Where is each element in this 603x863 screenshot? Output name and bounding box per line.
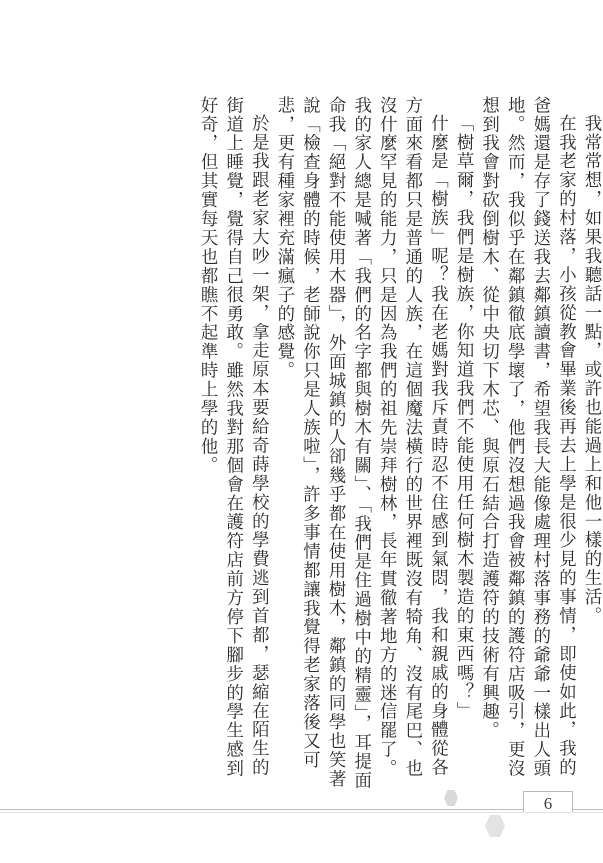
paragraph: 我常常想，如果我聽話一點，或許也能過上和他一樣的生活。 [581, 114, 601, 626]
hexagon-ornament-icon [485, 815, 505, 837]
footer-divider-secondary [0, 812, 603, 813]
paragraph: 在我老家的村落，小孩從教會畢業後再去上學是很少見的事情，即使如此，我的爸媽還是存了錢送我去鄰鎮讀書，希望我長大能像處理村落事務的爺爺一樣出人頭地。然而，我似乎在鄰鎮徹底學壞了，他們沒想過我會被鄰鎮的護符店吸引，更沒想到我會對砍倒樹木、從中央切下木芯、與原石結合打造護符的技術有興趣。 [478, 96, 576, 779]
paragraph: 「樹草爾，我們是樹族，你知道我們不能使用任何樹木製造的東西嗎？」 [453, 114, 474, 721]
paragraph: 什麼是「樹族」呢？我在老媽對我斥責時忍不住感到氣悶，我和親戚的身體從各方面來看都只是普通的人族，在這個魔法橫行的世界裡既沒有犄角、沒有尾巴、也沒什麼罕見的能力，只是因為我們的祖先崇拜樹林，長年貫徹著地方的迷信罷了。我的家人總是喊著「我們的名字都與樹木有關」、「我們是住過樹中的精靈」，耳提面命我「絕對不能使用木器」，外面城鎮的人卻幾乎都在使用樹木，鄰鎮的同學也笑著說「檢查身體的時候，老師說你只是人族啦」，許多事情都讓我覺得老家落後又可悲，更有種家裡充滿瘋子的感覺。 [273, 96, 448, 790]
page-number: 6 [523, 791, 573, 812]
footer-divider [0, 809, 603, 810]
paragraph: 於是我跟老家大吵一架，拿走原本要給奇蒔學校的學費逃到首都，瑟縮在陌生的街道上睡覺，覺得自己很勇敢。雖然我對那個會在護符店前方停下腳步的學生感到好奇，但其實每天也都瞧不起準時上學的他。 [197, 96, 269, 779]
vertical-body-text [63, 96, 603, 796]
